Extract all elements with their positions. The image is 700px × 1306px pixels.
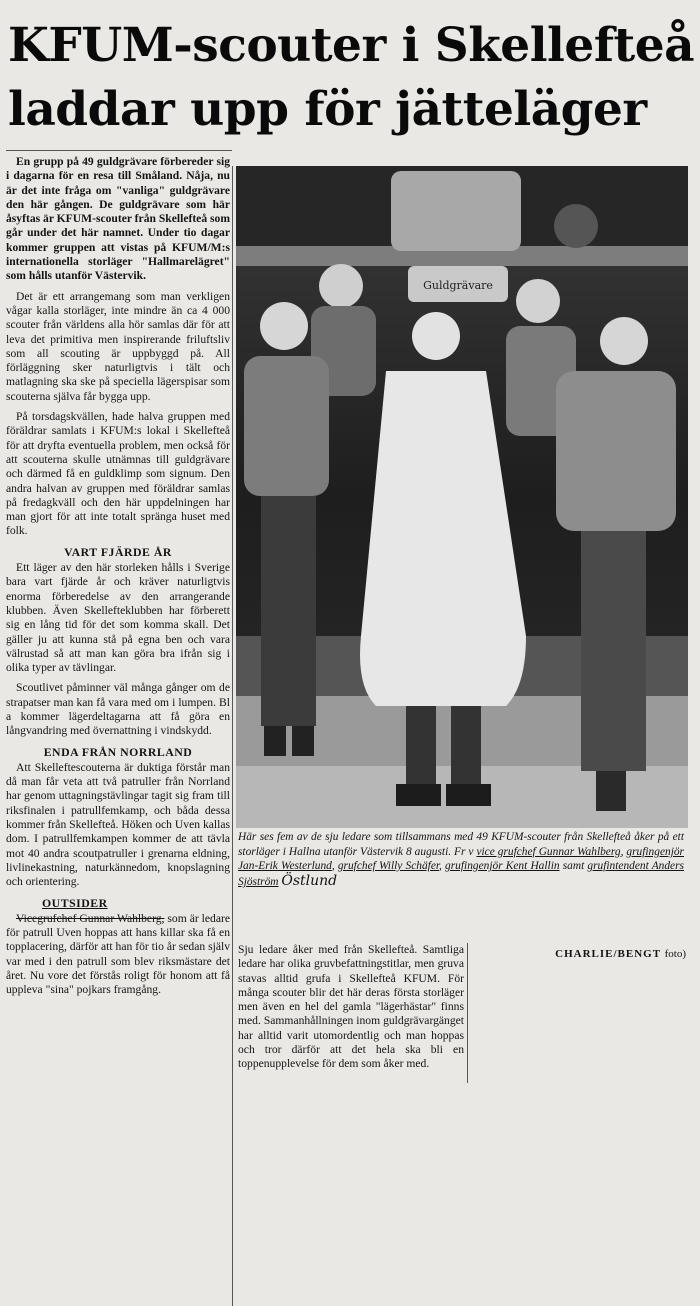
caption-name: vice grufchef Gunnar Wahlberg: [476, 845, 621, 858]
paragraph: Ett läger av den här storleken hålls i Sverige bara vart fjärde år och kräver naturligtvis enorma förberedelse av den arrangerande klubben. Även Skellefteklubben har förberett sig en lång tid för det som komma skall. Det gäller ju att kunna stå på egna ben och vara välrustad så att man kan göra bra ifrån sig i olika typer av tävlingar.: [6, 561, 230, 675]
caption-name: grufchef Willy Schäfer: [337, 860, 440, 873]
paragraph: Vicegrufchef Gunnar Wahlberg, som är ledare för patrull Uven hoppas att hans killar ska få en topplacering, därför att han för tio år sedan själv var med i den patrull som blev riksmästare det året. Nu vore det förstås roligt för honom att få uppleva "sina" pojkars framgång.: [6, 911, 230, 997]
headline-line-2: laddar upp för jätteläger: [8, 82, 647, 137]
svg-text:Guldgrävare: Guldgrävare: [423, 279, 493, 292]
article-column-3: [470, 943, 686, 961]
article-column-1: [6, 155, 230, 1004]
caption-name: grufingenjör Jan-Erik Westerlund: [238, 845, 684, 873]
photo-credit: CHARLIE/BENGT foto): [555, 948, 686, 960]
paragraph: På torsdagskvällen, hade halva gruppen med föräldrar samlats i KFUM:s lokal i Skellefteå för att dryfta eventuella problem, men också för att scouterna skulle utnämnas till guldgrävare och därmed få en guldklimp som signum. Den andra halvan av gruppen med föräldrar samlas på fredagkväll och den här uppdelningen har man gjort för att inte totalt spränga huset med folk.: [6, 410, 230, 538]
column-divider: [467, 943, 468, 1083]
rule: [6, 150, 232, 151]
paragraph: Att Skelleftescouterna är duktiga förstår man då man får veta att två patruller från Norrland har genom uttagningstävlingar tagit sig fram till riksfinalen i patrullfemkamp, och båda dessa kommer från Skellefteå. Höken och Uven kallas dom. I patrullfemkampen kommer de att tävla mot 40 andra scoutpatruller i grenarna eldning, livlinekastning, naturkännedom, knopslagning och orientering.: [6, 760, 230, 889]
caption-name: grufingenjör Kent Hallin: [445, 860, 560, 873]
handwritten-note: Östlund: [281, 872, 338, 889]
subheading: VART FJÄRDE ÅR: [64, 544, 172, 559]
headline: [8, 14, 695, 142]
column-divider: [232, 166, 233, 1306]
subheading: OUTSIDER: [42, 895, 108, 910]
group-photo: [236, 166, 688, 828]
article-column-2: [238, 943, 464, 1078]
photo-illustration: [236, 166, 688, 828]
photo-caption: Här ses fem av de sju ledare som tillsammans med 49 KFUM-scouter från Skellefteå åker på ett storläger i Hallna utanför Västervik 8 augusti. Fr v vice grufchef Gunnar Wahlberg, grufingenjör Jan-Erik Westerlund, grufchef Willy Schäfer, grufingenjör Kent Hallin samt grufintendent Anders Sjöström Östlund: [238, 831, 684, 889]
caption-name: grufintendent Anders Sjöström: [238, 860, 684, 888]
paragraph: Sju ledare åker med från Skellefteå. Samtliga ledare har olika gruvbefattningstitlar, men gruva stavas alltid grufa i Skellefteå KFUM. För många scouter blir det här deras första storläger men även en hel del gamla "lägerhästar" finns med. Sammanhållningen inom guldgrävargänget har alltid varit utomordentlig och man hoppas och tror därför att det hela ska bli en toppenupplevelse för dem som åker med.: [238, 943, 464, 1071]
paragraph: Scoutlivet påminner väl många gånger om de strapatser man kan få vara med om i lumpen. Bl a kommer lägerdeltagarna att få göra en långvandring med övernattning i vindskydd.: [6, 681, 230, 738]
lead-paragraph: En grupp på 49 guldgrävare förbereder sig i dagarna för en resa till Småland. Nåja, nu är det inte fråga om "vanliga" guldgrävare den här gången. De guldgrävare som här åsyftas är KFUM-scouter från Skellefteå som går under det här namnet. Under tio dagar kommer gruppen att vistas på KFUM/M:s internationella storläger "Hallmarelägret" som hålls utanför Västervik.: [6, 155, 230, 283]
paragraph: Det är ett arrangemang som man verkligen vågar kalla storläger, inte mindre än ca 4 000 scouter från världens alla hör samlas där för att leva det primitiva men inspirerande friluftsliv som all scouting är uppbyggd på. All förläggning sker naturligtvis i tält och matlagning ska ske på speciella lägerspisar som scouterna själva får bygga upp.: [6, 289, 230, 403]
subheading: ENDA FRÅN NORRLAND: [43, 744, 193, 759]
struck-name: Vicegrufchef Gunnar Wahlberg,: [16, 911, 165, 925]
headline-line-1: KFUM-scouter i Skellefteå: [8, 18, 695, 73]
